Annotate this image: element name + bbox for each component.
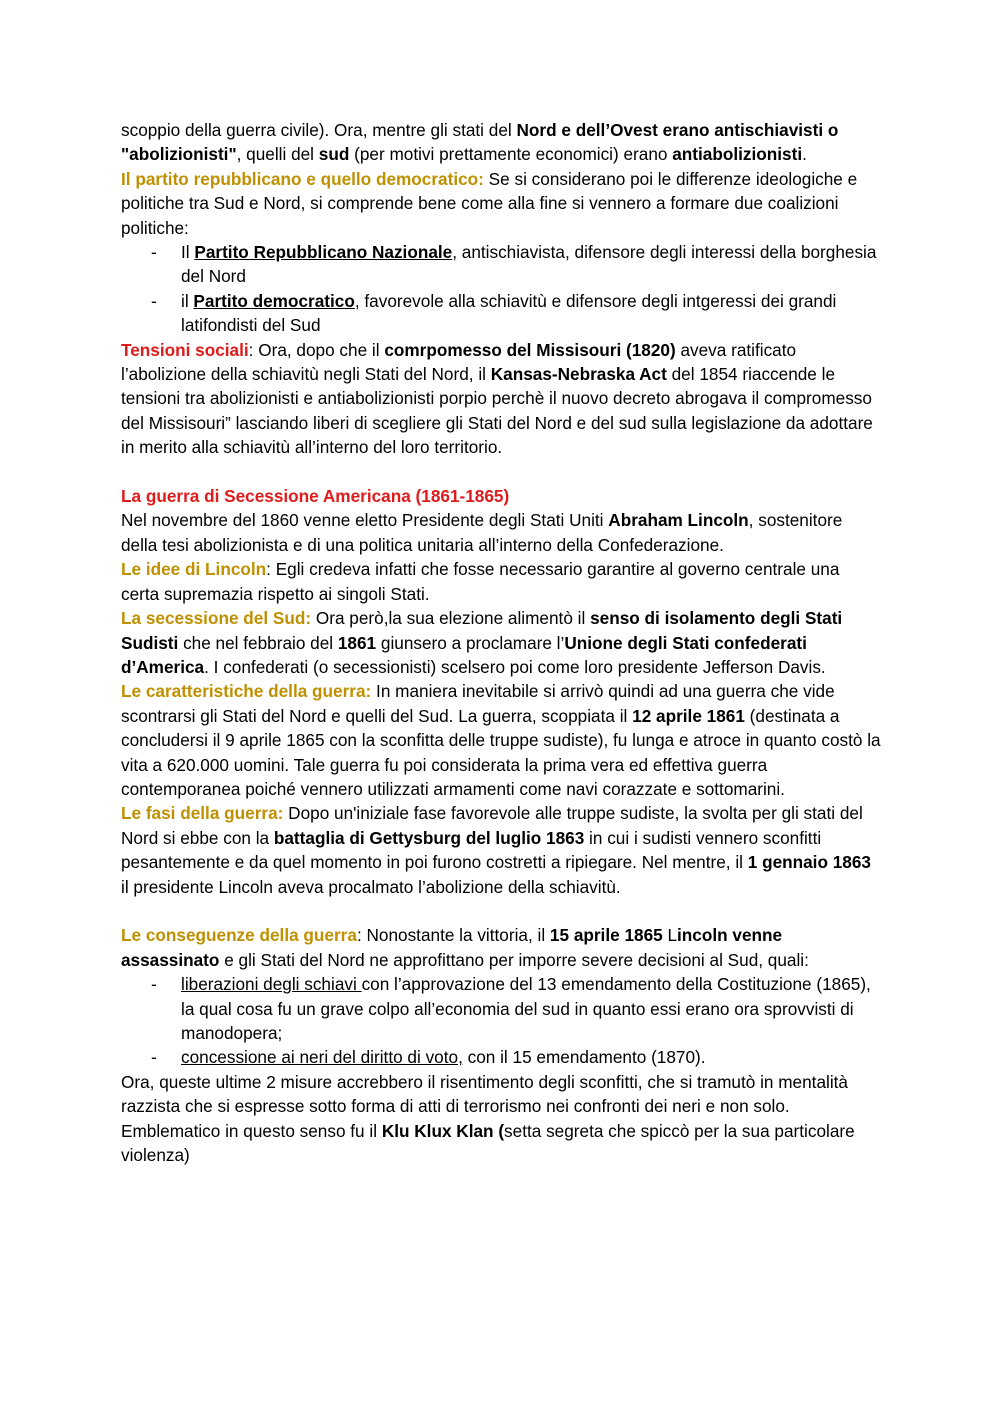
section-heading-ideas: Le idee di Lincoln bbox=[121, 559, 267, 580]
dash-bullet: - bbox=[151, 1047, 157, 1068]
parties-list bbox=[121, 240, 881, 338]
paragraph-north-south: scoppio della guerra civile). Ora, mentre gli stati del Nord e dell’Ovest erano antischiavisti o "abolizionisti", quelli del sud (per motivi prettamente economici) erano antiabolizionisti. bbox=[121, 120, 839, 165]
paragraph-resentment: Ora, queste ultime 2 misure accrebbero il risentimento degli sconfitti, che si tramutò in mentalità razzista che si espresse sotto forma di atti di terrorismo nei confronti dei neri e non solo. Emblematico in questo senso fu il Klu Klux Klan (setta segreta che spiccò per la sua particolare violenza) bbox=[121, 1071, 855, 1166]
list-item: - concessione ai neri del diritto di voto, con il 15 emendamento (1870). bbox=[121, 1045, 881, 1069]
section-heading-characteristics: Le caratteristiche della guerra: bbox=[121, 681, 372, 702]
paragraph-social-tensions: Tensioni sociali: Ora, dopo che il comrpomesso del Missisouri (1820) aveva ratificato l’abolizione della schiavitù negli Stati del Nord, il Kansas-Nebraska Act del 1854 riaccende le tensioni tra abolizionisti e antiabolizionisti porpio perchè il nuovo decreto abrogava il compromesso del Missisouri” lasciando liberi di scegliere gli Stati del Nord e del sud sulla legislazione da adottare in merito alla schiavitù all’interno del loro territorio. bbox=[121, 339, 873, 458]
section-heading-phases: Le fasi della guerra: bbox=[121, 803, 284, 824]
paragraph-lincoln-election: Nel novembre del 1860 venne eletto Presidente degli Stati Uniti Abraham Lincoln, sostenitore della tesi abolizionista e di una politica unitaria all’interno della Confederazione. bbox=[121, 510, 843, 555]
section-heading-tensions: Tensioni sociali bbox=[121, 339, 249, 360]
list-item: - liberazioni degli schiavi con l’approvazione del 13 emendamento della Costituzione (1865), la qual cosa fu un grave colpo all’economia del sud in quanto essi erano ora sprovvisti di manodopera; bbox=[151, 974, 871, 1043]
blank-line bbox=[121, 899, 881, 923]
consequences-list bbox=[121, 972, 881, 1070]
paragraph-war-characteristics: Le caratteristiche della guerra: In maniera inevitabile si arrivò quindi ad una guerra che vide scontrarsi gli Stati del Nord e quelli del Sud. La guerra, scoppiata il 12 aprile 1861 (destinata a concludersi il 9 aprile 1865 con la sconfitta delle truppe sudiste), fu lunga e atroce in quanto costò la vita a 620.000 uomini. Tale guerra fu poi considerata la prima vera ed effettiva guerra contemporanea poiché vennero utilizzati armamenti come navi corazzate e sottomarini. bbox=[121, 681, 881, 799]
paragraph-secession: La secessione del Sud: Ora però,la sua elezione alimentò il senso di isolamento degli Stati Sudisti che nel febbraio del 1861 giunsero a proclamare l’Unione degli Stati confederati d’America. I confederati (o secessionisti) scelsero poi come loro presidente Jefferson Davis. bbox=[121, 608, 843, 677]
paragraph-consequences: Le conseguenze della guerra: Nonostante la vittoria, il 15 aprile 1865 Lincoln venne assassinato e gli Stati del Nord ne approfittano per imporre severe decisioni al Sud, quali: bbox=[121, 925, 809, 970]
section-heading-secession: La secessione del Sud: bbox=[121, 608, 312, 629]
document-page bbox=[121, 118, 881, 1167]
blank-line bbox=[121, 460, 881, 484]
list-item: - Il Partito Repubblicano Nazionale, antischiavista, difensore degli interessi della borghesia del Nord bbox=[151, 242, 877, 287]
paragraph-parties: Il partito repubblicano e quello democratico: Se si considerano poi le differenze ideologiche e politiche tra Sud e Nord, si comprende bene come alla fine si vennero a formare due coalizioni politiche: bbox=[121, 168, 858, 238]
section-heading-consequences: Le conseguenze della guerra bbox=[121, 925, 357, 946]
section-heading-parties: Il partito repubblicano e quello democratico: bbox=[121, 168, 484, 189]
paragraph-lincoln-ideas: Le idee di Lincoln: Egli credeva infatti che fosse necessario garantire al governo centrale una certa supremazia rispetto ai singoli Stati. bbox=[121, 559, 840, 604]
dash-bullet: - bbox=[151, 290, 157, 311]
dash-bullet: - bbox=[151, 974, 157, 995]
section-title: La guerra di Secessione Americana (1861-1865) bbox=[121, 486, 510, 507]
paragraph-war-phases: Le fasi della guerra: Dopo un'iniziale fase favorevole alle truppe sudiste, la svolta per gli stati del Nord si ebbe con la battaglia di Gettysburg del luglio 1863 in cui i sudisti vennero sconfitti pesantemente e da quel momento in poi furono costretti a ripiegare. Nel mentre, il 1 gennaio 1863 il presidente Lincoln aveva procalmato l’abolizione della schiavitù. bbox=[121, 803, 871, 897]
dash-bullet: - bbox=[151, 242, 157, 263]
list-item: - il Partito democratico, favorevole alla schiavitù e difensore degli intgeressi dei grandi latifondisti del Sud bbox=[151, 290, 837, 336]
